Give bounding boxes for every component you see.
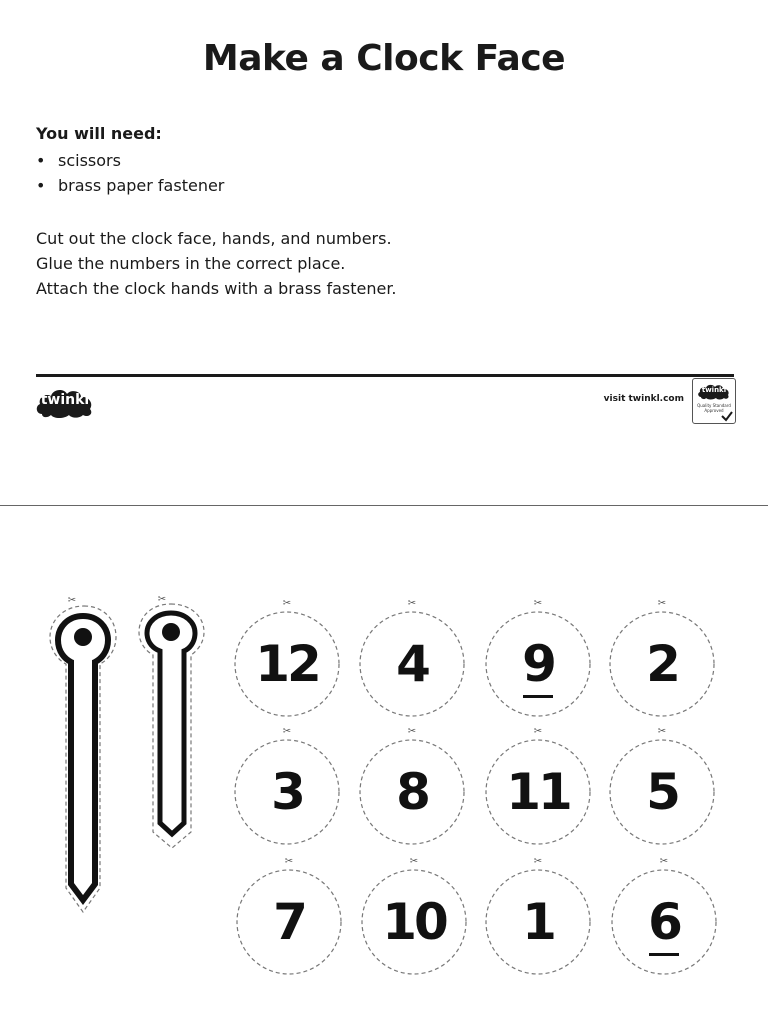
scissors-icon: ✂ (533, 598, 543, 609)
scissors-icon: ✂ (157, 594, 167, 605)
scissors-icon: ✂ (657, 726, 667, 737)
scissors-icon: ✂ (533, 856, 543, 867)
scissors-icon: ✂ (407, 726, 417, 737)
scissors-icon: ✂ (282, 598, 292, 609)
clock-number: 3 (271, 763, 303, 821)
clock-number: 7 (273, 893, 305, 951)
instruction-line: Attach the clock hands with a brass fastener. (36, 279, 397, 298)
short-hand (147, 613, 195, 834)
instruction-line: Glue the numbers in the correct place. (36, 254, 346, 273)
scissors-icon: ✂ (657, 598, 667, 609)
scissors-icon: ✂ (282, 726, 292, 737)
scissors-icon: ✂ (659, 856, 669, 867)
clock-number: 8 (396, 763, 428, 821)
clock-number: 2 (646, 635, 678, 693)
list-item: • brass paper fastener (36, 173, 224, 198)
clock-number: 10 (382, 893, 446, 951)
clock-number: 12 (255, 635, 319, 693)
visit-link[interactable]: visit twinkl.com (603, 394, 684, 404)
scissors-icon: ✂ (407, 598, 417, 609)
you-will-need-heading: You will need: (36, 124, 162, 143)
scissors-icon: ✂ (533, 726, 543, 737)
badge-logo-text: twinkl (701, 386, 727, 394)
clock-number: 6 (612, 892, 716, 952)
short-hand-pivot (162, 623, 180, 641)
scissors-icon: ✂ (67, 595, 77, 606)
scissors-icon: ✂ (284, 856, 294, 867)
clock-number: 9 (486, 634, 590, 694)
clock-number: 4 (396, 635, 428, 693)
scissors-icon: ✂ (409, 856, 419, 867)
badge-text: Quality Standard Approved (697, 403, 731, 413)
clock-number: 1 (522, 893, 554, 951)
clock-number: 5 (646, 763, 678, 821)
clock-number: 11 (506, 763, 570, 821)
long-hand-pivot (74, 628, 92, 646)
list-item: • scissors (36, 148, 224, 173)
instruction-line: Cut out the clock face, hands, and numbers. (36, 229, 392, 248)
page-title: Make a Clock Face (202, 38, 566, 79)
logo-text: twinkl (40, 392, 90, 408)
